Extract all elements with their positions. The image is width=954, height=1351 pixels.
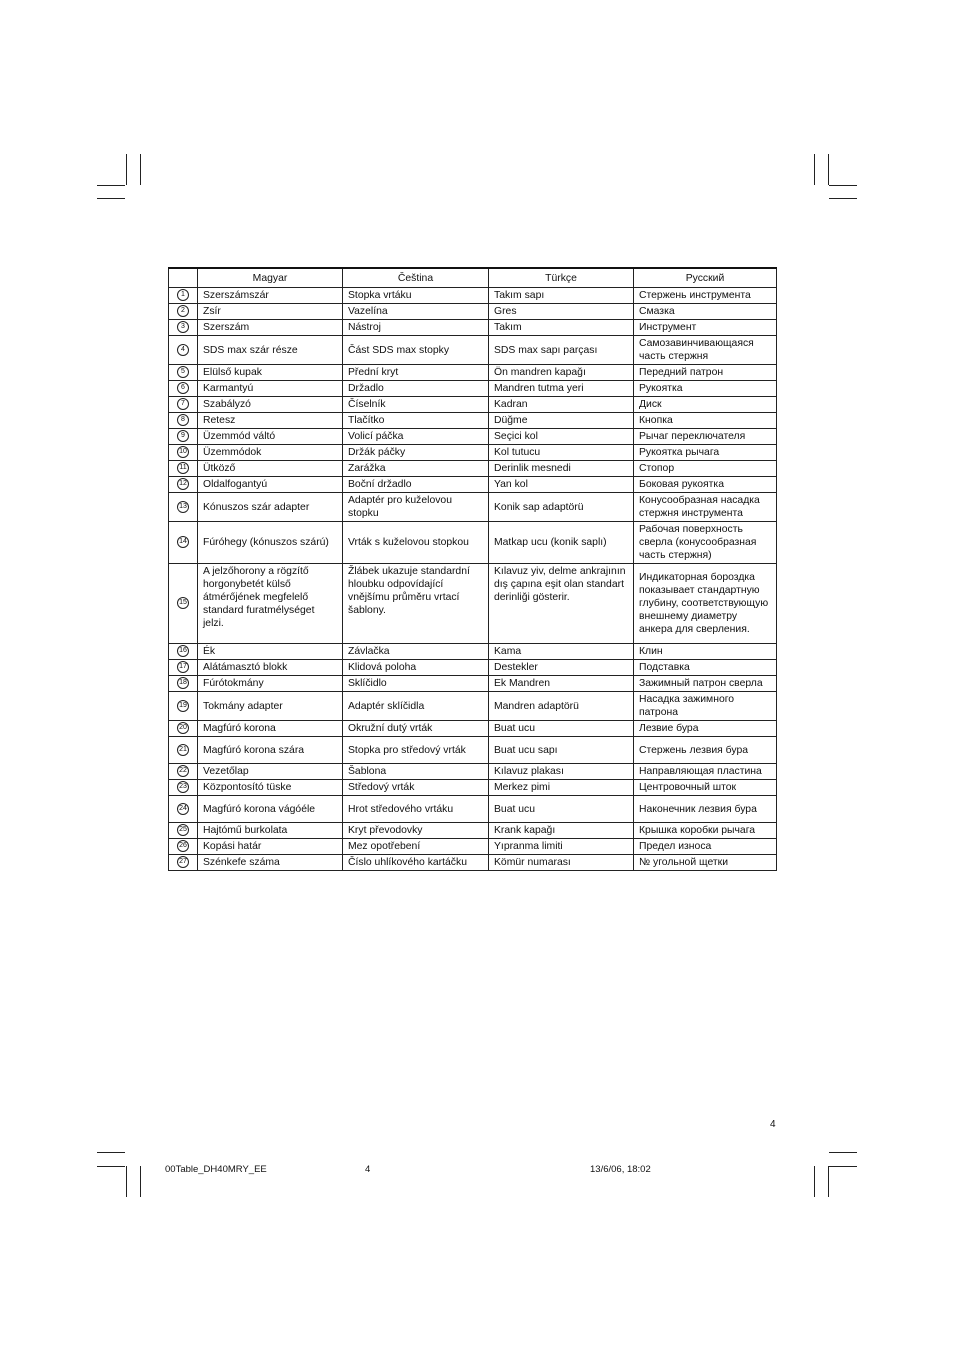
term-cestina: Stopka pro středový vrták: [343, 737, 489, 764]
item-number-badge: 9: [177, 430, 189, 442]
term-turkce: Konik sap adaptörü: [489, 493, 634, 522]
item-number-badge: 1: [177, 289, 189, 301]
crop-mark: [829, 1152, 857, 1153]
item-number-cell: [169, 336, 198, 365]
item-number-badge: 26: [177, 840, 189, 852]
item-number-badge: 13: [177, 501, 189, 513]
term-turkce: Merkez pimi: [489, 780, 634, 796]
term-russian: Насадка зажимного патрона: [634, 692, 777, 721]
item-number-cell: [169, 855, 198, 871]
crop-mark: [814, 154, 815, 185]
crop-mark: [126, 1166, 127, 1197]
term-magyar: Magfúró korona vágóéle: [198, 796, 343, 823]
term-magyar: Hajtómű burkolata: [198, 823, 343, 839]
crop-mark: [814, 1166, 815, 1197]
item-number-badge: 18: [177, 677, 189, 689]
item-number-badge: 23: [177, 781, 189, 793]
table-row: [169, 780, 777, 796]
item-number-cell: [169, 676, 198, 692]
table-row: [169, 796, 777, 823]
term-cestina: Vazelína: [343, 304, 489, 320]
term-russian: Рукоятка рычага: [634, 445, 777, 461]
item-number-cell: [169, 764, 198, 780]
table-row: [169, 429, 777, 445]
table-row: [169, 721, 777, 737]
term-turkce: Kol tutucu: [489, 445, 634, 461]
item-number-cell: [169, 445, 198, 461]
term-magyar: Kónuszos szár adapter: [198, 493, 343, 522]
term-cestina: Část SDS max stopky: [343, 336, 489, 365]
crop-mark: [829, 185, 857, 186]
table-row: [169, 288, 777, 304]
table-row: [169, 381, 777, 397]
term-russian: Инструмент: [634, 320, 777, 336]
term-turkce: Mandren adaptörü: [489, 692, 634, 721]
term-cestina: Přední kryt: [343, 365, 489, 381]
crop-mark: [140, 154, 141, 185]
item-number-cell: [169, 564, 198, 644]
term-cestina: Číselník: [343, 397, 489, 413]
item-number-cell: [169, 461, 198, 477]
item-number-cell: [169, 413, 198, 429]
item-number-badge: 8: [177, 414, 189, 426]
item-number-cell: [169, 796, 198, 823]
item-number-cell: [169, 839, 198, 855]
item-number-badge: 7: [177, 398, 189, 410]
item-number-cell: [169, 397, 198, 413]
term-magyar: A jelzőhorony a rögzítő horgonybetét külső átmérőjének megfelelő standard furatmélységet jelzi.: [198, 564, 343, 644]
item-number-badge: 2: [177, 305, 189, 317]
table-row: [169, 320, 777, 336]
term-magyar: Kopási határ: [198, 839, 343, 855]
item-number-cell: [169, 660, 198, 676]
table-row: [169, 692, 777, 721]
term-russian: Индикаторная бороздка показывает стандартную глубину, соответствующую внешнему диаметру анкера для сверления.: [634, 564, 777, 644]
term-cestina: Boční držadlo: [343, 477, 489, 493]
term-russian: Самозавинчивающаяся часть стержня: [634, 336, 777, 365]
item-number-cell: [169, 692, 198, 721]
item-number-cell: [169, 823, 198, 839]
term-turkce: Ön mandren kapağı: [489, 365, 634, 381]
table-row: [169, 336, 777, 365]
footer-datetime: 13/6/06, 18:02: [590, 1164, 651, 1175]
table-row: [169, 764, 777, 780]
term-russian: Смазка: [634, 304, 777, 320]
term-turkce: Buat ucu: [489, 796, 634, 823]
item-number-badge: 21: [177, 744, 189, 756]
term-magyar: Fúrótokmány: [198, 676, 343, 692]
term-turkce: Yan kol: [489, 477, 634, 493]
footer-filename: 00Table_DH40MRY_EE: [165, 1164, 267, 1175]
table-row: [169, 413, 777, 429]
term-russian: Лезвие бура: [634, 721, 777, 737]
term-turkce: Ek Mandren: [489, 676, 634, 692]
term-russian: Центровочный шток: [634, 780, 777, 796]
term-russian: Диск: [634, 397, 777, 413]
term-magyar: Magfúró korona szára: [198, 737, 343, 764]
item-number-badge: 4: [177, 344, 189, 356]
term-magyar: Szabályzó: [198, 397, 343, 413]
header-russian: Русский: [634, 268, 777, 288]
table-header-row: [169, 268, 777, 288]
term-magyar: Tokmány adapter: [198, 692, 343, 721]
item-number-badge: 14: [177, 536, 189, 548]
item-number-badge: 16: [177, 645, 189, 657]
term-turkce: Destekler: [489, 660, 634, 676]
term-turkce: Krank kapağı: [489, 823, 634, 839]
table-row: [169, 522, 777, 564]
table-row: [169, 823, 777, 839]
term-russian: Рычаг переключателя: [634, 429, 777, 445]
table-row: [169, 855, 777, 871]
term-turkce: Seçici kol: [489, 429, 634, 445]
term-magyar: Szerszám: [198, 320, 343, 336]
term-cestina: Adaptér sklíčidla: [343, 692, 489, 721]
term-magyar: SDS max szár része: [198, 336, 343, 365]
term-magyar: Üzemmód váltó: [198, 429, 343, 445]
header-number: [169, 268, 198, 288]
term-russian: Крышка коробки рычага: [634, 823, 777, 839]
term-turkce: Yıpranma limiti: [489, 839, 634, 855]
table-row: [169, 365, 777, 381]
item-number-badge: 3: [177, 321, 189, 333]
term-russian: Конусообразная насадка стержня инструмента: [634, 493, 777, 522]
table-body: [169, 288, 777, 871]
term-magyar: Zsír: [198, 304, 343, 320]
term-cestina: Středový vrták: [343, 780, 489, 796]
term-magyar: Retesz: [198, 413, 343, 429]
item-number-cell: [169, 780, 198, 796]
term-cestina: Vrták s kuželovou stopkou: [343, 522, 489, 564]
table-row: [169, 461, 777, 477]
term-cestina: Nástroj: [343, 320, 489, 336]
term-turkce: Kılavuz yiv, delme ankrajının dış çapına eşit olan standart derinliği gösterir.: [489, 564, 634, 644]
term-russian: Подставка: [634, 660, 777, 676]
crop-mark: [829, 198, 857, 199]
term-magyar: Oldalfogantyú: [198, 477, 343, 493]
term-cestina: Mez opotřebení: [343, 839, 489, 855]
term-magyar: Üzemmódok: [198, 445, 343, 461]
crop-mark: [97, 198, 125, 199]
term-cestina: Stopka vrtáku: [343, 288, 489, 304]
term-cestina: Držák páčky: [343, 445, 489, 461]
item-number-badge: 5: [177, 366, 189, 378]
term-cestina: Závlačka: [343, 644, 489, 660]
item-number-cell: [169, 320, 198, 336]
crop-mark: [97, 1166, 125, 1167]
table-row: [169, 839, 777, 855]
header-magyar: Magyar: [198, 268, 343, 288]
term-turkce: Buat ucu: [489, 721, 634, 737]
term-cestina: Hrot středového vrtáku: [343, 796, 489, 823]
term-cestina: Šablona: [343, 764, 489, 780]
term-russian: Кнопка: [634, 413, 777, 429]
table-row: [169, 397, 777, 413]
term-russian: Зажимный патрон сверла: [634, 676, 777, 692]
term-cestina: Adaptér pro kuželovou stopku: [343, 493, 489, 522]
footer-page: 4: [365, 1164, 371, 1175]
crop-mark: [828, 1166, 829, 1197]
term-turkce: Düğme: [489, 413, 634, 429]
term-cestina: Tlačítko: [343, 413, 489, 429]
term-russian: Клин: [634, 644, 777, 660]
item-number-badge: 15: [177, 597, 189, 609]
term-turkce: Matkap ucu (konik saplı): [489, 522, 634, 564]
item-number-badge: 12: [177, 478, 189, 490]
term-turkce: Takım: [489, 320, 634, 336]
item-number-cell: [169, 429, 198, 445]
term-turkce: Takım sapı: [489, 288, 634, 304]
term-turkce: Kama: [489, 644, 634, 660]
term-magyar: Magfúró korona: [198, 721, 343, 737]
item-number-badge: 20: [177, 722, 189, 734]
term-turkce: Derinlik mesnedi: [489, 461, 634, 477]
page-number: 4: [770, 1119, 776, 1130]
table-row: [169, 493, 777, 522]
term-magyar: Ék: [198, 644, 343, 660]
term-cestina: Kryt převodovky: [343, 823, 489, 839]
item-number-cell: [169, 493, 198, 522]
item-number-badge: 6: [177, 382, 189, 394]
term-cestina: Číslo uhlíkového kartáčku: [343, 855, 489, 871]
item-number-cell: [169, 737, 198, 764]
item-number-cell: [169, 644, 198, 660]
table-row: [169, 737, 777, 764]
table-row: [169, 644, 777, 660]
item-number-cell: [169, 381, 198, 397]
parts-terminology-table: [168, 267, 777, 871]
term-turkce: Buat ucu sapı: [489, 737, 634, 764]
item-number-badge: 10: [177, 446, 189, 458]
table-row: [169, 445, 777, 461]
term-magyar: Alátámasztó blokk: [198, 660, 343, 676]
term-turkce: Kılavuz plakası: [489, 764, 634, 780]
item-number-cell: [169, 304, 198, 320]
crop-mark: [126, 154, 127, 185]
term-cestina: Okružní dutý vrták: [343, 721, 489, 737]
item-number-badge: 19: [177, 700, 189, 712]
term-magyar: Szerszámszár: [198, 288, 343, 304]
term-cestina: Zarážka: [343, 461, 489, 477]
term-magyar: Ütköző: [198, 461, 343, 477]
item-number-badge: 24: [177, 803, 189, 815]
header-turkce: Türkçe: [489, 268, 634, 288]
item-number-cell: [169, 365, 198, 381]
term-cestina: Žlábek ukazuje standardní hloubku odpovídající vnějšímu průměru vrtací šablony.: [343, 564, 489, 644]
item-number-badge: 25: [177, 824, 189, 836]
item-number-cell: [169, 721, 198, 737]
crop-mark: [97, 185, 125, 186]
term-turkce: SDS max sapı parçası: [489, 336, 634, 365]
term-turkce: Gres: [489, 304, 634, 320]
crop-mark: [828, 154, 829, 185]
term-russian: Рукоятка: [634, 381, 777, 397]
term-cestina: Sklíčidlo: [343, 676, 489, 692]
term-russian: Стержень лезвия бура: [634, 737, 777, 764]
table-row: [169, 304, 777, 320]
item-number-cell: [169, 522, 198, 564]
term-magyar: Központosító tüske: [198, 780, 343, 796]
term-russian: Наконечник лезвия бура: [634, 796, 777, 823]
term-russian: Предел износа: [634, 839, 777, 855]
item-number-badge: 22: [177, 765, 189, 777]
term-russian: Передний патрон: [634, 365, 777, 381]
term-cestina: Držadlo: [343, 381, 489, 397]
item-number-badge: 27: [177, 856, 189, 868]
term-russian: Рабочая поверхность сверла (конусообразная часть стержня): [634, 522, 777, 564]
term-russian: № угольной щетки: [634, 855, 777, 871]
header-cestina: Čeština: [343, 268, 489, 288]
term-magyar: Szénkefe száma: [198, 855, 343, 871]
crop-mark: [140, 1166, 141, 1197]
item-number-badge: 17: [177, 661, 189, 673]
term-magyar: Karmantyú: [198, 381, 343, 397]
term-turkce: Kadran: [489, 397, 634, 413]
term-magyar: Elülső kupak: [198, 365, 343, 381]
term-russian: Направляющая пластина: [634, 764, 777, 780]
term-turkce: Mandren tutma yeri: [489, 381, 634, 397]
table-row: [169, 676, 777, 692]
term-cestina: Volicí páčka: [343, 429, 489, 445]
term-cestina: Klidová poloha: [343, 660, 489, 676]
term-russian: Боковая рукоятка: [634, 477, 777, 493]
term-magyar: Vezetőlap: [198, 764, 343, 780]
term-turkce: Kömür numarası: [489, 855, 634, 871]
item-number-cell: [169, 288, 198, 304]
item-number-cell: [169, 477, 198, 493]
table-row: [169, 564, 777, 644]
term-magyar: Fúróhegy (kónuszos szárú): [198, 522, 343, 564]
crop-mark: [829, 1166, 857, 1167]
table-row: [169, 660, 777, 676]
term-russian: Стержень инструмента: [634, 288, 777, 304]
crop-mark: [97, 1152, 125, 1153]
table-row: [169, 477, 777, 493]
term-russian: Стопор: [634, 461, 777, 477]
item-number-badge: 11: [177, 462, 189, 474]
